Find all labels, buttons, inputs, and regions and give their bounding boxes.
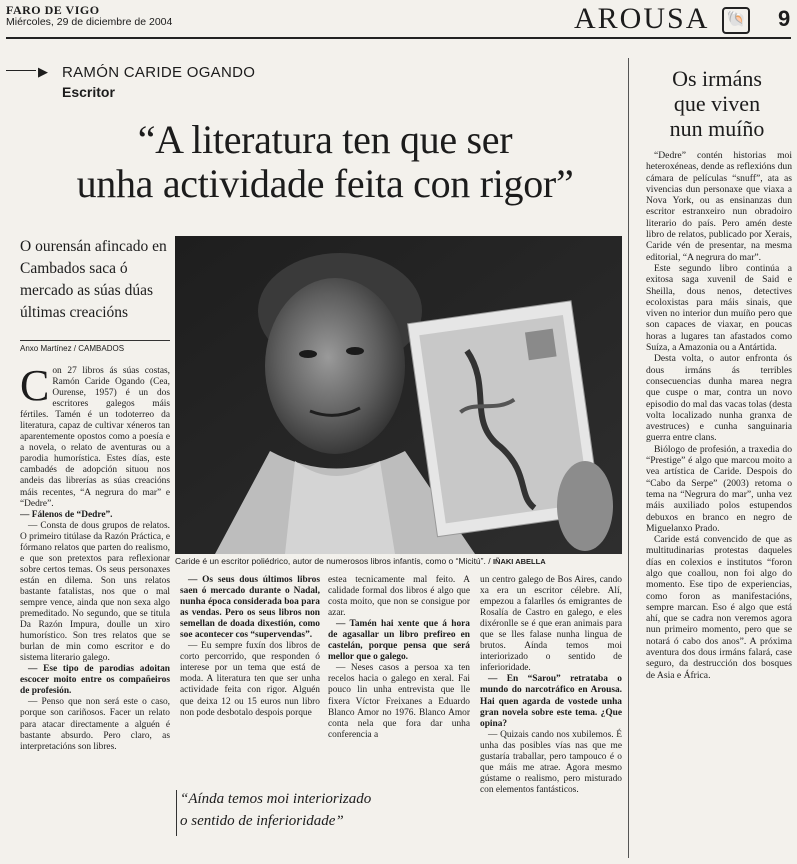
sidebar-divider — [628, 58, 629, 858]
answer-4: — Neses casos a persoa xa ten recelos hacia o galego en xeral. Fai pouco lin unha entrevista que lle fixera Víctor Freixanes a Eduardo Blanco Amor no 1976. Blanco Amor conta nela que fora dar unha conferencia a — [328, 663, 470, 740]
answer-3-continued: estea tecnicamente mal feito. A calidade formal dos libros é algo que costa moito, que non se consigue por azar. — [328, 575, 470, 619]
photo-illustration — [175, 236, 622, 554]
section-name: AROUSA — [574, 2, 710, 35]
publication-date: Miércoles, 29 de diciembre de 2004 — [6, 16, 173, 28]
sidebar-title-line-1: Os irmáns — [672, 66, 762, 91]
interviewee-name: RAMÓN CARIDE OGANDO — [62, 64, 256, 81]
shell-icon: 🐚 — [722, 7, 750, 34]
page-number: 9 — [778, 6, 791, 31]
answer-4-continued: un centro galego de Bos Aires, cando xa era un escritor célebre. Alí, empezou a falarlles ós emigrantes de Rosalía de Castro en galego, e eles dixéronlle se é que eran animais para que se lles falase nunha lingua de brutos. Aínda temos moi interiorizado o sentido de inferioridade. — [480, 575, 622, 674]
masthead-rule — [6, 37, 791, 39]
pullquote-line-1: “Aínda temos moi interiorizado — [180, 791, 372, 807]
article-column-3 — [328, 575, 470, 785]
sidebar-paragraph-5: Caride está convencido de que as multitudinarias protestas daqueles días en colexios e institutos “foron algo que coallou, non foi algo do momento. Ese tipo de experiencias, como foron as manifestacións, sempre marcan. Eso é algo que está ahí, que se cadra non veremos agora nun primeiro momento, pero que se notará ó cabo dos anos”. A próxima aventura dos dous irmáns falará, case seguro, da destrucción dos bosques de Asia e África. — [646, 534, 792, 681]
headline-line-1: “A literatura ten que ser — [137, 117, 513, 162]
photo-credit: IÑAKI ABELLA — [492, 557, 546, 566]
question-1: — Fálenos de “Dedre”. — [20, 509, 113, 520]
article-column-2 — [180, 575, 320, 785]
sidebar-title-line-2: que viven — [673, 91, 761, 116]
question-2: — Ese tipo de parodias adoitan escocer moito entre os compañeiros de profesión. — [20, 664, 170, 697]
headline-line-2: unha actividade feita con rigor” — [76, 161, 574, 206]
answer-2: — Penso que non será este o caso, porque son cariñosos. Facer un relato para atacar directamente a alguén é bastante absurdo. Pero claro, as interpretacións son libres. — [20, 697, 170, 752]
intro-paragraph: on 27 libros ás súas costas, Ramón Caride Ogando (Cea, Ourense, 1957) é un dos escritores galegos máis fértiles. Tamén é un todoterreo da literatura, capaz de cultivar xéneros tan aparentemente opostos como a poesía e a novela, o relato de aventuras ou a parodia humorística. Estes días, este cambadés de adopción situou nos andeis das librerías as súas creacións máis recentes, “A negrura do mar” e “Dedre”. — [20, 366, 170, 509]
pullquote-line-2: o sentido de inferioridade” — [180, 813, 344, 829]
masthead-left — [6, 4, 172, 28]
author-credit: Anxo Martínez / CAMBADOS — [20, 344, 125, 353]
sidebar-title-line-3: nun muíño — [669, 116, 765, 141]
sidebar-paragraph-3: Desta volta, o autor enfronta ós dous irmáns ás terribles consecuencias dunha marea negra que cuspe o mar, contra un novo episodio do mal das vacas tolas (desta volta localizado nunha granxa de avestruces) e cunha sanguinaria guerra entre clans. — [646, 353, 792, 444]
sidebar-paragraph-4: Biólogo de profesión, a traxedia do “Prestige” é algo que marcou moito a vea artística de Caride. Despois do “Cabo da Serpe” (2003) retoma o tema na “Negrura do mar”, unha vez máis auxiliado polos estupendos debuxos en branco en negro de Miguelanxo Prado. — [646, 443, 792, 534]
byline-arrow-icon: ▶ — [38, 64, 48, 79]
headline — [30, 118, 620, 206]
drop-cap: C — [20, 366, 50, 410]
question-4: — Tamén hai xente que á hora de agasallar un libro prefireo en castelán, porque pensa que será mellor que o galego. — [328, 619, 470, 663]
answer-3: — Eu sempre fuxín dos libros de corto percorrido, que responden ó interese por un tema que está de moda. A literatura ten que ser unha actividade feita con rigor. Alguén que deixa 12 ou 15 euros nun libro non pode desbotalo despois porque — [180, 641, 320, 718]
sidebar-paragraph-1: “Dedre” contén historias moi heteroxéneas, dende as reflexións dun cámara de películas “snuff”, ata as vivencias dun personaxe que viaxa a Nova York, ou as ensinanzas dun escritor estranxeiro nun obradoiro literario do país. Pero amén deste libro de relatos, publicado por Xerais, Caride vén de presentar, na mesma editorial, “A negrura do mar”. — [646, 150, 792, 263]
interviewee-role: Escritor — [62, 84, 115, 100]
photo-caption — [175, 556, 622, 566]
author-photo — [175, 236, 622, 554]
newspaper-name: FARO DE VIGO — [6, 3, 100, 17]
question-5: — En “Sarou” retrataba o mundo do narcotráfico en Arousa. Hai quen agarda de vostede unha gran novela sobre este tema. ¿Que opina? — [480, 674, 622, 729]
credit-rule — [20, 340, 170, 341]
article-column-1 — [20, 366, 170, 858]
answer-5: — Quizais cando nos xubilemos. É unha das posibles vías nas que me gustaría traballar, pero tampouco é o que máis me atrae. Agora mesmo gústame o realismo, pero misturado con elementos fantásticos. — [480, 729, 622, 795]
byline-rule — [6, 70, 36, 71]
sidebar-title — [642, 66, 792, 141]
sidebar-paragraph-2: Este segundo libro continúa a exitosa saga xuvenil de Said e Sheilla, dous nenos, detectives ecoloxistas para máis sinais, que viven no interior dun muíño pero que son capaces de viaxar, en poucas horas a lugares tan afastados como Suíza, a Amazonia ou a Antártida. — [646, 262, 792, 354]
pullquote — [180, 788, 475, 832]
answer-1: — Consta de dous grupos de relatos. O primeiro titúlase da Razón Práctica, e fórmano relatos que parten do realismo, e que son pretextos para reflexionar sobre certos temas. Os seus personaxes están en dilema. Son uns relatos bastante fatalistas, nos que o mal sempre vence, ainda que non sexa algo premeditado. No segundo, que se titula Da Razón Impura, doulle un xiro humorístico. Son tres relatos que se burlan de min como escritor e do sistema literario galego. — [20, 520, 170, 664]
article-column-4 — [480, 575, 622, 858]
caption-text: Caride é un escritor poliédrico, autor de numerosos libros infantís, como o “Micitú”. / — [175, 556, 491, 566]
question-3: — Os seus dous últimos libros saen ó mercado durante o Nadal, nunha época considerada boa para as vendas. Pero os seus libros non semellan de doada dixestión, como soe acontecer cos “supervendas”. — [180, 575, 320, 641]
sidebar-body — [646, 150, 792, 858]
dek: O ourensán afincado en Cambados saca ó mercado as súas dúas últimas creacións — [20, 238, 167, 321]
pullquote-bar — [176, 790, 177, 836]
